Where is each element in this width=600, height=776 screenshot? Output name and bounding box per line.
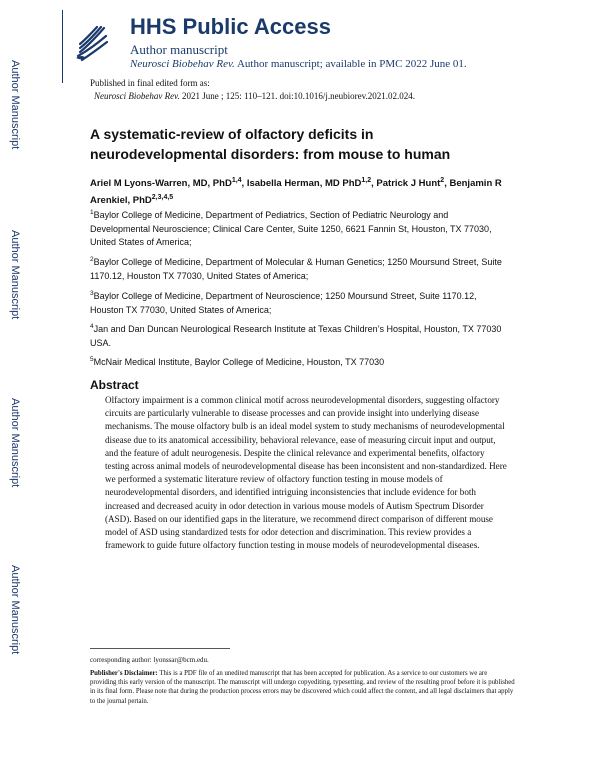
affiliation-text: Baylor College of Medicine, Department of Molecular & Human Genetics; 1250 Moursund Street, Suite 1170.12, Houston TX 77030, United States of America; — [90, 257, 502, 281]
correspondence-note: corresponding author: lyonssar@bcm.edu. — [90, 656, 209, 664]
author-name: Isabella Herman, MD PhD — [246, 178, 362, 190]
affiliation — [90, 253, 510, 283]
affiliation-text: Baylor College of Medicine, Department of Pediatrics, Section of Pediatric Neurology and Developmental Neuroscience; Clinical Care Center, Suite 1250, 6621 Fannin St, Houston, TX 77030, United States of America; — [90, 210, 492, 247]
header-journal: Neurosci Biobehav Rev. — [130, 58, 235, 70]
header-availability — [130, 58, 467, 70]
affiliation-number: 4 — [90, 323, 94, 330]
author-name: Ariel M Lyons-Warren, MD, PhD — [90, 178, 232, 190]
affiliation-number: 1 — [90, 209, 94, 216]
affiliation-number: 2 — [90, 256, 94, 263]
publication-journal: Neurosci Biobehav Rev. — [94, 91, 180, 101]
sidebar-label: Author Manuscript — [9, 565, 21, 655]
affiliation — [90, 206, 510, 250]
sidebar-label: Author Manuscript — [9, 230, 21, 320]
disclaimer-label: Publisher's Disclaimer: — [90, 670, 158, 677]
affiliation — [90, 287, 510, 317]
affiliation-text: McNair Medical Institute, Baylor College of Medicine, Houston, TX 77030 — [93, 357, 385, 367]
author-affiliation-sup: 2,3,4,5 — [151, 194, 174, 202]
affiliation-number: 5 — [90, 356, 94, 363]
affiliation-text: Baylor College of Medicine, Department of Neuroscience; 1250 Moursund Street, Suite 1170.12, Houston TX 77030, United States of America; — [90, 291, 477, 315]
header-title: HHS Public Access — [130, 14, 331, 39]
header-availability-text: Author manuscript; available in PMC 2022 June 01. — [236, 58, 467, 70]
footnote-divider — [90, 648, 230, 649]
sidebar-label: Author Manuscript — [9, 60, 21, 150]
publication-citation — [94, 91, 415, 101]
sidebar-label: Author Manuscript — [9, 398, 21, 488]
author-list: Ariel M Lyons-Warren, MD, PhD$^{1,4}$, Isabella Herman, MD PhD$^{1,2}$, Patrick J Hunt$^2$, Benjamin R Arenkiel, PhD$^{2,3,4,5}$ — [90, 177, 502, 207]
affiliation — [90, 320, 510, 350]
header-divider — [62, 10, 63, 83]
author-name: Patrick J Hunt — [376, 178, 441, 190]
publisher-disclaimer — [90, 669, 515, 706]
disclaimer-text: This is a PDF file of an unedited manuscript that has been accepted for publication. As a service to our customers we are providing this early version of the manuscript. The manuscript will undergo copyediting, typesetting, and review of the resulting proof before it is published in its final form. Please note that during the production process errors may be discovered which could affect the content, and all legal disclaimers that apply to the journal pertain. — [90, 670, 515, 705]
author-affiliation-sup: 2 — [440, 177, 445, 184]
publication-citation-text: 2021 June ; 125: 110–121. doi:10.1016/j.neubiorev.2021.02.024. — [181, 91, 416, 101]
article-title: A systematic-review of olfactory deficits in neurodevelopmental disorders: from mouse to human — [90, 126, 451, 162]
hhs-eagle-logo-icon — [74, 22, 110, 62]
header-subtitle: Author manuscript — [130, 42, 228, 57]
author-name: Benjamin R Arenkiel, PhD — [90, 178, 502, 207]
abstract-heading: Abstract — [90, 378, 139, 392]
author-affiliation-sup: 1,4 — [231, 177, 242, 184]
affiliation-text: Jan and Dan Duncan Neurological Research Institute at Texas Children’s Hospital, Houston, TX 77030 USA. — [90, 324, 502, 348]
affiliation-number: 3 — [90, 290, 94, 297]
abstract-text: Olfactory impairment is a common clinical motif across neurodevelopmental disorders, suggesting olfactory circuits are particularly vulnerable to disease processes and can provide insight into underlying disease mechanisms. The mouse olfactory bulb is an ideal model system to study mechanisms of neurodevelopmental disease due to its anatomical accessibility, behavioral relevance, ease of measuring circuit input and output, and the feature of adult neurogenesis. Despite the clinical relevance and experimental benefits, olfactory testing across animal models of neurodevelopmental disease has been inconsistent and non-standardized. Here we performed a systematic literature review of olfactory function testing in mouse models of neurodevelopmental disorders, and identified intriguing inconsistencies that include evidence for both increased and decreased acuity in odor detection in various mouse models of Autism Spectrum Disorder (ASD). Based on our identified gaps in the literature, we recommend direct comparison of different mouse model of ASD using standardized tests for odor detection and discrimination. This review provides a framework to guide future olfactory function testing in mouse models of neurodevelopmental diseases. — [105, 395, 507, 551]
affiliation — [90, 353, 510, 370]
publication-intro: Published in final edited form as: — [90, 78, 210, 88]
author-affiliation-sup: 1,2 — [361, 177, 372, 184]
